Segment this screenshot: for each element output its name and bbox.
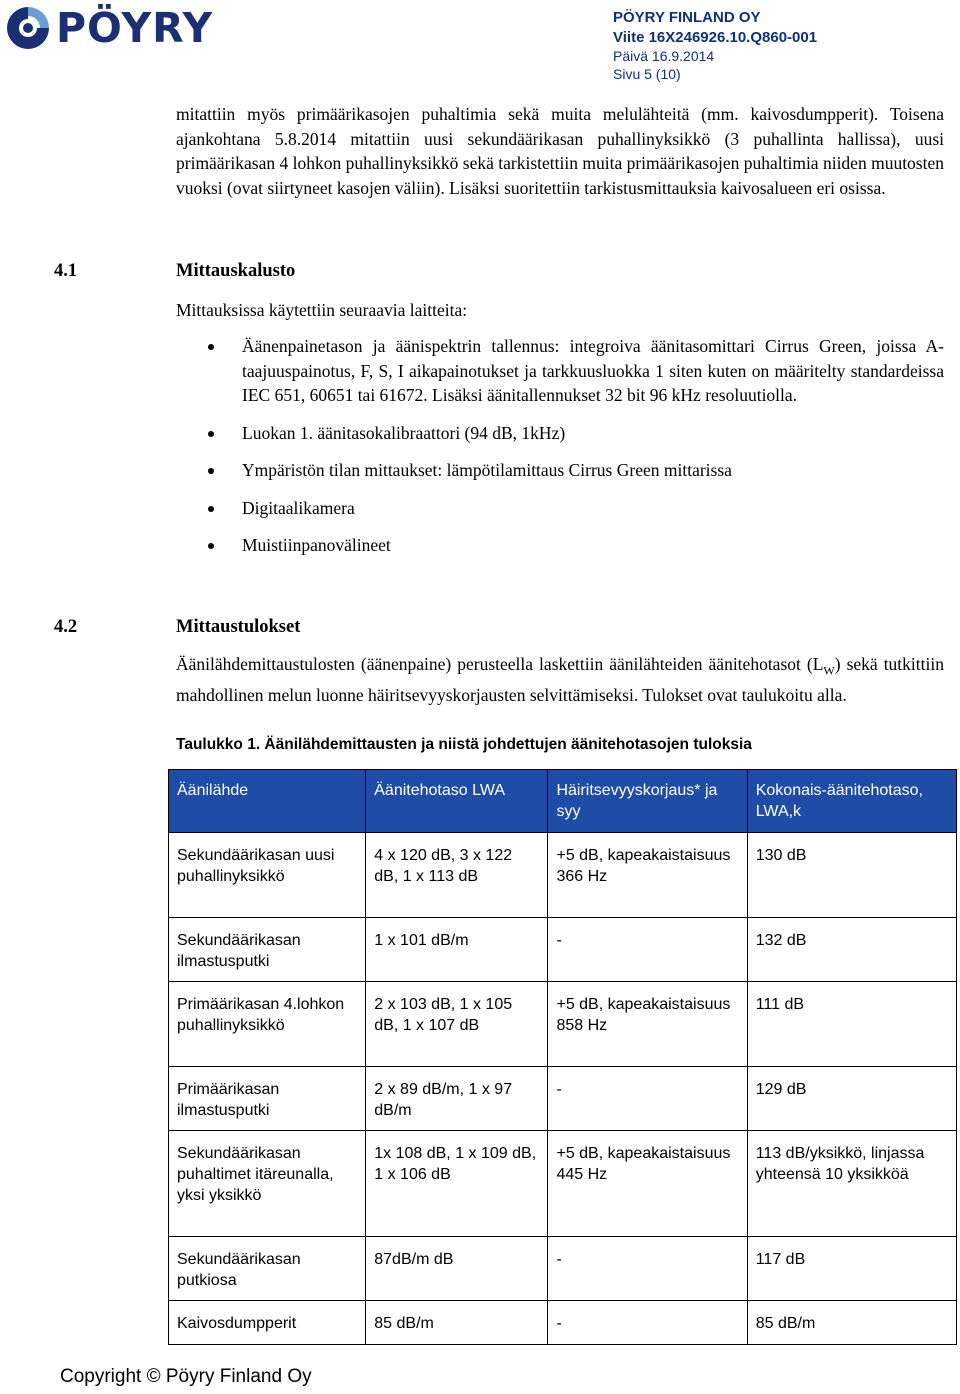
bullet-icon: [208, 468, 214, 474]
table-cell: 1 x 101 dB/m: [366, 918, 548, 982]
table-cell: 130 dB: [747, 833, 956, 918]
document-header: [613, 8, 817, 83]
equipment-list: [208, 334, 944, 571]
table-cell: 113 dB/yksikkö, linjassa yhteensä 10 yksikköä: [747, 1131, 956, 1237]
table-cell: 85 dB/m: [366, 1301, 548, 1345]
table-cell: -: [548, 918, 747, 982]
table-cell: 87dB/m dB: [366, 1237, 548, 1301]
table-cell: Primäärikasan 4.lohkon puhallinyksikkö: [169, 982, 366, 1067]
reference-number: Viite 16X246926.10.Q860-001: [613, 29, 818, 46]
list-item: Ympäristön tilan mittaukset: lämpötilamittaus Cirrus Green mittarissa: [208, 458, 944, 483]
section-title: Mittauskalusto: [176, 261, 296, 281]
bullet-icon: [208, 431, 214, 437]
section-4-2-heading: [54, 617, 454, 641]
table-row: [169, 1237, 957, 1301]
intro-paragraph: mitattiin myös primäärikasojen puhaltimia sekä muita melulähteitä (mm. kaivosdumpperit). Toisena ajankohtana 5.8.2014 mitattiin uusi sekundäärikasan puhallinyksikkö (3 puhallinta hallissa), uusi primäärikasan 4 lohkon puhallinyksikkö sekä tarkistettiin muita primäärikasojen puhaltimia niiden muutosten vuoksi (ovat siirtyneet kasojen väliin). Lisäksi suoritettiin tarkistusmittauksia kaivosalueen eri osissa.: [176, 104, 944, 198]
poyry-logo: [4, 4, 213, 52]
table-cell: 117 dB: [747, 1237, 956, 1301]
table-row: [169, 982, 957, 1067]
table-cell: Primäärikasan ilmastusputki: [169, 1067, 366, 1131]
bullet-icon: [208, 543, 214, 549]
table-row: [169, 1067, 957, 1131]
column-header: Äänilähde: [169, 770, 366, 833]
list-item: Muistiinpanovälineet: [208, 533, 944, 558]
section-4-2-paragraph: Äänilähdemittaustulosten (äänenpaine) perusteella laskettiin äänilähteiden äänitehotasot $(L_W)$ sekä tutkittiin mahdollinen melun luonne häiritsevyyskorjausten selvittämiseksi. Tulokset ovat taulukoitu alla.: [176, 654, 944, 705]
section-title: Mittaustulokset: [176, 617, 301, 637]
bullet-icon: [208, 344, 214, 350]
list-item: Äänenpainetason ja äänispektrin tallennus: integroiva äänitasomittari Cirrus Green, joissa A-taajuuspainotus, F, S, I aikapainotukset ja tarkkuusluokka 1 siten kuten on määritelty standardeissa IEC 651, 60651 tai 61672. Lisäksi äänitallennukset 32 bit 96 kHz resoluutiolla.: [208, 334, 944, 408]
table-cell: Sekundäärikasan uusi puhallinyksikkö: [169, 833, 366, 918]
section-number: 4.2: [54, 617, 78, 637]
table-cell: 129 dB: [747, 1067, 956, 1131]
copyright-footer: Copyright © Pöyry Finland Oy: [60, 1366, 312, 1387]
table-cell: +5 dB, kapeakaistaisuus 445 Hz: [548, 1131, 747, 1237]
table-cell: +5 dB, kapeakaistaisuus 366 Hz: [548, 833, 747, 918]
table-cell: 111 dB: [747, 982, 956, 1067]
column-header: Kokonais-äänitehotaso, LWA,k: [747, 770, 956, 833]
table-cell: 1x 108 dB, 1 x 109 dB, 1 x 106 dB: [366, 1131, 548, 1237]
logo-text: PÖYRY: [56, 4, 214, 52]
table-cell: 2 x 103 dB, 1 x 105 dB, 1 x 107 dB: [366, 982, 548, 1067]
table-cell: +5 dB, kapeakaistaisuus 858 Hz: [548, 982, 747, 1067]
table-header-row: [169, 770, 957, 833]
table-row: [169, 833, 957, 918]
section-number: 4.1: [54, 261, 78, 281]
list-item: Digitaalikamera: [208, 496, 944, 521]
table-row: [169, 1301, 957, 1345]
table-cell: 2 x 89 dB/m, 1 x 97 dB/m: [366, 1067, 548, 1131]
table-cell: Kaivosdumpperit: [169, 1301, 366, 1345]
document-date: Päivä 16.9.2014: [613, 48, 715, 64]
table-cell: 85 dB/m: [747, 1301, 956, 1345]
list-item: Luokan 1. äänitasokalibraattori (94 dB, 1kHz): [208, 421, 944, 446]
section-4-1-heading: [54, 261, 454, 285]
bullet-icon: [208, 506, 214, 512]
table-cell: -: [548, 1301, 747, 1345]
table-cell: Sekundäärikasan putkiosa: [169, 1237, 366, 1301]
column-header: Äänitehotaso LWA: [366, 770, 548, 833]
poyry-swirl-icon: [4, 4, 52, 52]
section-4-1-intro: Mittauksissa käytettiin seuraavia laitteita:: [176, 300, 468, 320]
table-cell: -: [548, 1067, 747, 1131]
table-caption: Taulukko 1. Äänilähdemittausten ja niistä johdettujen äänitehotasojen tuloksia: [176, 736, 752, 753]
table-cell: -: [548, 1237, 747, 1301]
table-row: [169, 918, 957, 982]
table-row: [169, 1131, 957, 1237]
column-header: Häiritsevyyskorjaus* ja syy: [548, 770, 747, 833]
company-name: PÖYRY FINLAND OY: [613, 9, 761, 26]
table-cell: 132 dB: [747, 918, 956, 982]
table-cell: Sekundäärikasan ilmastusputki: [169, 918, 366, 982]
results-table: [168, 769, 957, 1345]
page-number: Sivu 5 (10): [613, 66, 681, 82]
table-cell: 4 x 120 dB, 3 x 122 dB, 1 x 113 dB: [366, 833, 548, 918]
table-cell: Sekundäärikasan puhaltimet itäreunalla, yksi yksikkö: [169, 1131, 366, 1237]
